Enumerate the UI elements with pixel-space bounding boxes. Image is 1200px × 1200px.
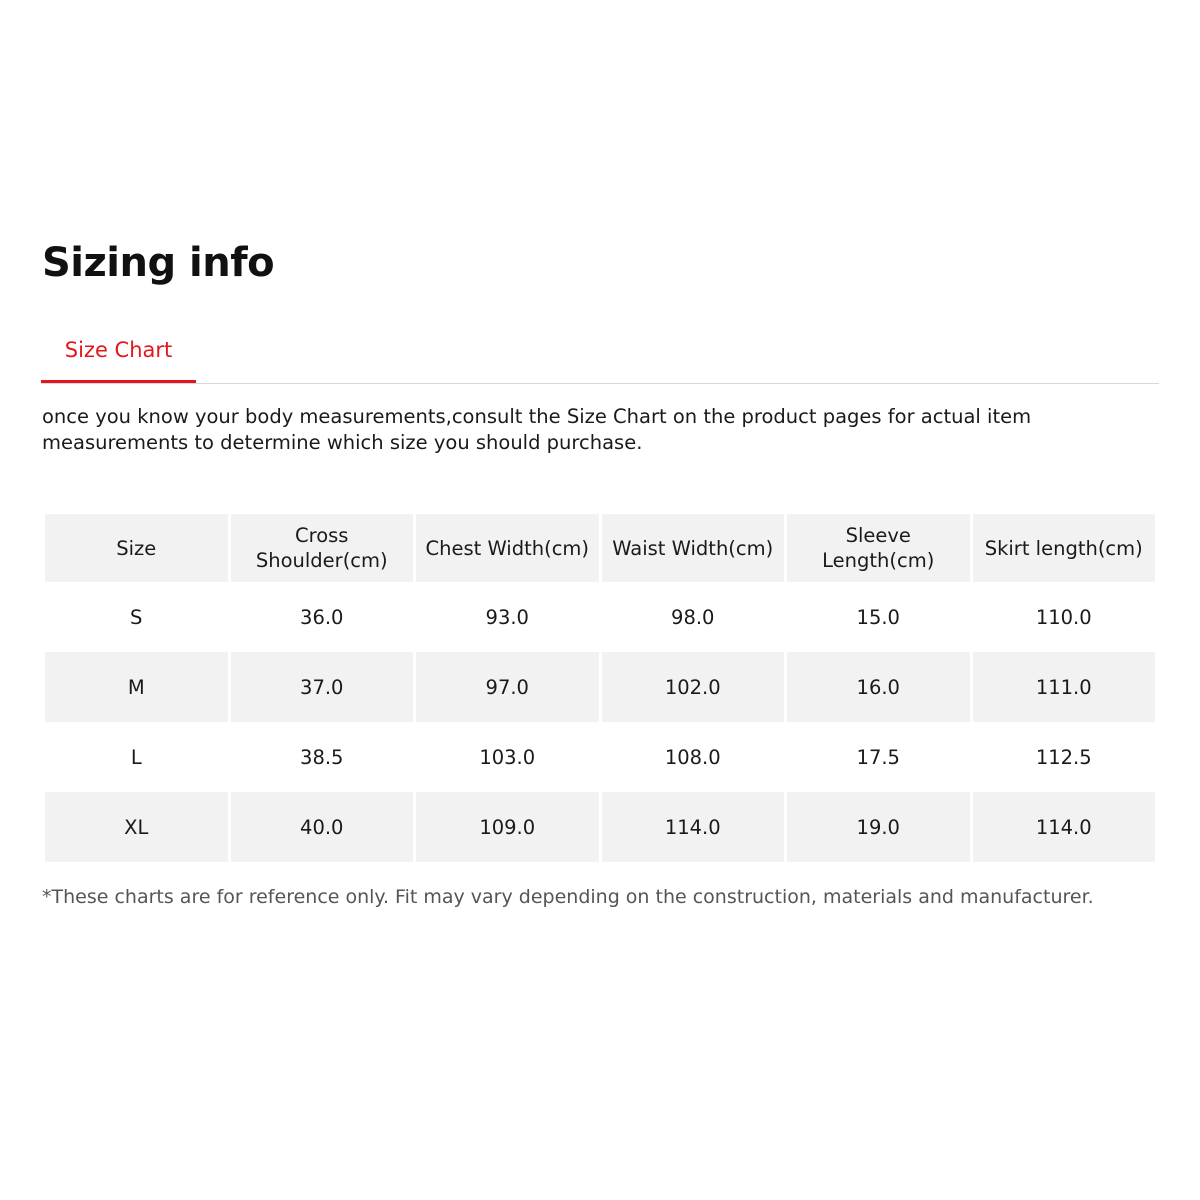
- cell-skirt-length: 110.0: [1035, 605, 1092, 629]
- cell-size: S: [130, 605, 143, 629]
- cell-size: M: [45, 652, 228, 722]
- cell-sleeve-length: 15.0: [856, 605, 900, 629]
- header-skirt-length: Skirt length(cm): [973, 514, 1156, 582]
- cell-size: L: [130, 745, 142, 769]
- header-sleeve-length: Sleeve Length(cm): [787, 514, 970, 582]
- cell-size: XL: [45, 792, 228, 862]
- table-row: [45, 722, 1155, 792]
- cell-chest-width: 103.0: [479, 745, 536, 769]
- cell-cross-shoulder: 36.0: [300, 605, 344, 629]
- header-size: Size: [45, 514, 228, 582]
- cell-skirt-length: 112.5: [1035, 745, 1092, 769]
- tab-size-chart[interactable]: Size Chart: [41, 332, 196, 383]
- cell-sleeve-length: 19.0: [787, 792, 970, 862]
- intro-text: once you know your body measurements,consult the Size Chart on the product pages for actual item measurements to determine which size you should purchase.: [42, 405, 1032, 454]
- cell-cross-shoulder: 38.5: [300, 745, 344, 769]
- header-cross-shoulder: Cross Shoulder(cm): [231, 514, 414, 582]
- table-row: [45, 652, 1155, 722]
- cell-chest-width: 93.0: [485, 605, 529, 629]
- cell-skirt-length: 114.0: [973, 792, 1156, 862]
- cell-cross-shoulder: 40.0: [231, 792, 414, 862]
- table-row: [45, 792, 1155, 862]
- cell-chest-width: 109.0: [416, 792, 599, 862]
- cell-waist-width: 98.0: [671, 605, 715, 629]
- cell-waist-width: 108.0: [664, 745, 721, 769]
- tab-bar: [41, 332, 1159, 384]
- cell-chest-width: 97.0: [416, 652, 599, 722]
- reference-footnote: *These charts are for reference only. Fit may vary depending on the construction, materials and manufacturer.: [42, 886, 1094, 908]
- header-chest-width: Chest Width(cm): [416, 514, 599, 582]
- cell-sleeve-length: 16.0: [787, 652, 970, 722]
- table-row: [45, 582, 1155, 652]
- cell-cross-shoulder: 37.0: [231, 652, 414, 722]
- cell-sleeve-length: 17.5: [856, 745, 900, 769]
- page-title: Sizing info: [42, 240, 275, 286]
- cell-skirt-length: 111.0: [973, 652, 1156, 722]
- table-header-row: [45, 514, 1155, 582]
- size-chart-table: [42, 514, 1158, 862]
- cell-waist-width: 114.0: [602, 792, 785, 862]
- header-waist-width: Waist Width(cm): [602, 514, 785, 582]
- cell-waist-width: 102.0: [602, 652, 785, 722]
